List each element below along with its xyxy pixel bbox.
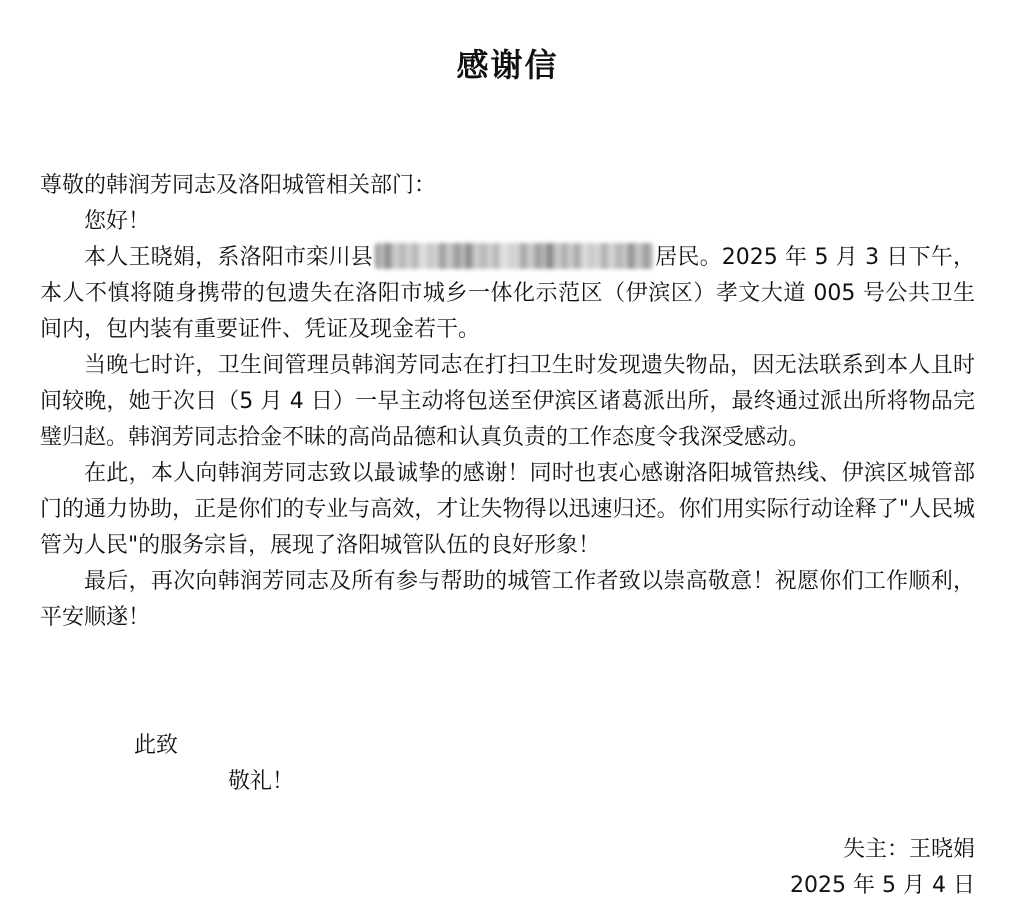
paragraph-3: 在此，本人向韩润芳同志致以最诚挚的感谢！同时也衷心感谢洛阳城管热线、伊滨区城管部门的通力协助，正是你们的专业与高效，才让失物得以迅速归还。你们用实际行动诠释了"人民城管为人民"的服务宗旨，展现了洛阳城管队伍的良好形象！	[40, 461, 975, 558]
signature-date: 2025 年 5 月 4 日	[790, 873, 975, 898]
paragraph-1-start: 本人王晓娟，系洛阳市栾川县	[84, 245, 373, 270]
paragraph-2: 当晚七时许，卫生间管理员韩润芳同志在打扫卫生时发现遗失物品，因无法联系到本人且时间较晚，她于次日（5 月 4 日）一早主动将包送至伊滨区诸葛派出所，最终通过派出所将物品完璧归赵。韩润芳同志拾金不昧的高尚品德和认真负责的工作态度令我深受感动。	[40, 353, 975, 450]
redacted-address	[375, 243, 653, 269]
closing-line-2: 敬礼！	[228, 769, 295, 794]
paragraph-1	[40, 240, 975, 348]
greeting: 您好！	[84, 209, 151, 234]
salutation: 尊敬的韩润芳同志及洛阳城管相关部门：	[40, 173, 437, 198]
letter-title: 感谢信	[456, 46, 559, 84]
closing-line-1: 此致	[134, 733, 179, 758]
signature-block	[790, 832, 975, 904]
letter-body	[40, 168, 975, 636]
paragraph-1-rest: 居民。2025 年 5 月 3 日下午，本人不慎将随身携带的包遗失在洛阳市城乡一体化示范区（伊滨区）孝文大道 005 号公共卫生间内，包内装有重要证件、凭证及现金若干。	[40, 245, 975, 342]
paragraph-4: 最后，再次向韩润芳同志及所有参与帮助的城管工作者致以崇高敬意！祝愿你们工作顺利，平安顺遂！	[40, 569, 975, 630]
signature-name: 失主：王晓娟	[842, 837, 975, 862]
